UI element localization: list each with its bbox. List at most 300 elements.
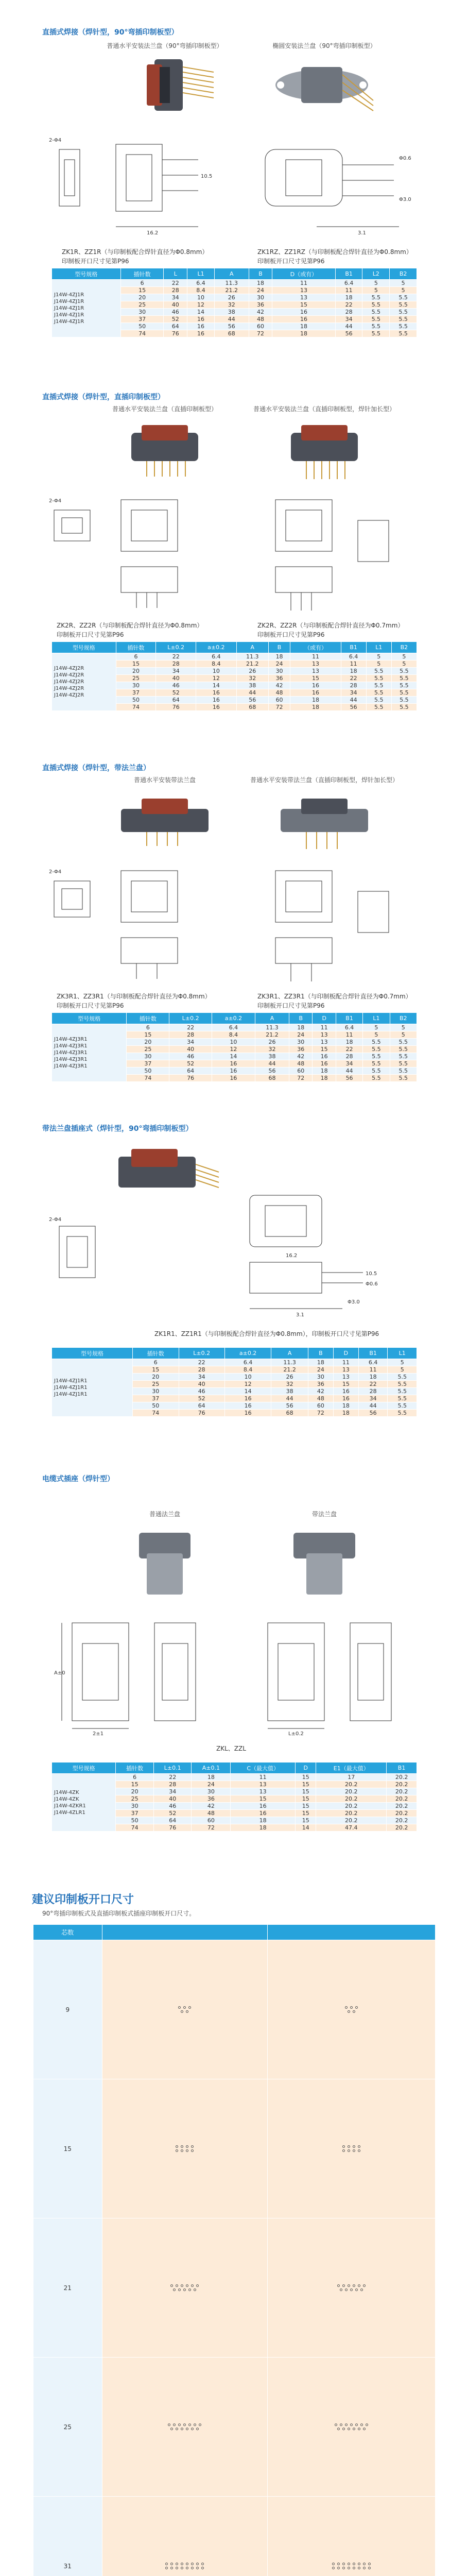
table-cell: 15 xyxy=(127,1031,169,1039)
pin-hole xyxy=(366,2424,368,2426)
dim-label: 3.1 xyxy=(358,230,366,236)
pin-hole xyxy=(355,2289,358,2291)
table-cell: 10 xyxy=(196,668,237,675)
table-cell: 16 xyxy=(212,1067,255,1075)
table-cell: 64 xyxy=(154,1817,192,1824)
table-cell: 30 xyxy=(116,1803,154,1810)
table-cell: 48 xyxy=(308,1395,333,1402)
drawing-right xyxy=(216,1185,407,1319)
note-text: 印制板开口尺寸见第P96 xyxy=(257,1002,325,1009)
table-cell: 24 xyxy=(268,660,290,668)
table-cell: 28 xyxy=(336,1053,362,1060)
drawing-right xyxy=(242,1613,427,1736)
table-cell: 5 xyxy=(390,1024,417,1031)
pin-hole xyxy=(358,2567,360,2569)
table-cell: 18 xyxy=(268,653,290,660)
table-cell: 20 xyxy=(120,294,164,301)
pcb-header-cell xyxy=(267,1925,435,1940)
pin-hole xyxy=(350,2424,353,2426)
table-cell: 6.4 xyxy=(341,653,366,660)
table-cell: 5.5 xyxy=(390,1067,417,1075)
table-cell: 16 xyxy=(231,1803,296,1810)
pin-hole xyxy=(353,2145,355,2148)
table-header-cell: 插针数 xyxy=(120,268,164,280)
dim-label: 2-Φ4 xyxy=(49,498,62,504)
table-cell: 6.4 xyxy=(196,653,237,660)
pin-hole xyxy=(176,2563,178,2565)
table-cell: 5.5 xyxy=(362,316,390,323)
dim-label: 3.1 xyxy=(296,1312,304,1318)
table-cell: 20 xyxy=(116,668,156,675)
table-cell: 22 xyxy=(156,653,196,660)
table-cell: 28 xyxy=(341,682,366,689)
table-row xyxy=(52,1024,417,1031)
pcb-pattern-cell xyxy=(102,2079,267,2218)
model-cell: J14W-4ZJ1R1 J14W-4ZJ1R1 J14W-4ZJ1R1 xyxy=(52,1359,133,1417)
pin-hole xyxy=(183,2289,186,2291)
pin-hole-row xyxy=(268,2145,435,2148)
pcb-title: 建议印制板开口尺寸 xyxy=(32,1893,134,1906)
table-cell: 6 xyxy=(116,1774,154,1781)
table-cell: 34 xyxy=(336,1060,362,1067)
table-cell: 25 xyxy=(127,1046,169,1053)
pcb-pattern-cell xyxy=(102,1940,267,2079)
table-header-cell: 插针数 xyxy=(133,1348,179,1359)
table-cell: 20.2 xyxy=(387,1810,417,1817)
table-cell: 68 xyxy=(271,1410,308,1417)
table-cell: 18 xyxy=(290,704,341,711)
pin-hole-row xyxy=(102,2563,267,2565)
table-cell: 20.2 xyxy=(387,1788,417,1795)
pin-hole xyxy=(332,2563,335,2565)
pin-hole xyxy=(178,2006,181,2009)
pcb-header-cell: 芯数 xyxy=(33,1925,102,1940)
drawing-left xyxy=(41,489,232,613)
connector-photo-icon xyxy=(265,788,384,850)
table-header-cell: （或有） xyxy=(290,642,341,653)
note-right xyxy=(257,621,404,639)
pin-hole xyxy=(194,2424,196,2426)
table-cell: 5.5 xyxy=(366,689,391,697)
table-cell: 5.5 xyxy=(391,697,417,704)
pin-hole xyxy=(176,2284,178,2287)
dim-label: 2-Φ4 xyxy=(49,869,62,875)
table-cell: 52 xyxy=(156,689,196,697)
pin-hole xyxy=(342,2563,345,2565)
table-cell: 17 xyxy=(316,1774,387,1781)
pin-hole xyxy=(358,2428,360,2430)
table-cell: 20 xyxy=(116,1788,154,1795)
table-cell: 5.5 xyxy=(388,1388,417,1395)
pin-hole xyxy=(360,2289,363,2291)
technical-drawing-icon xyxy=(51,1613,227,1736)
table-cell: 18 xyxy=(308,1359,333,1366)
pin-hole xyxy=(186,2149,188,2152)
table-cell: 30 xyxy=(116,682,156,689)
connector-photo-icon xyxy=(106,54,224,116)
pin-hole xyxy=(186,2428,188,2430)
table-cell: 37 xyxy=(116,1810,154,1817)
pin-hole xyxy=(173,2289,176,2291)
table-cell: 30 xyxy=(127,1053,169,1060)
table-cell: 15 xyxy=(133,1366,179,1374)
table-cell: 34 xyxy=(169,1039,212,1046)
pin-hole xyxy=(353,2567,355,2569)
table-cell: 40 xyxy=(154,1795,192,1803)
table-cell: 24 xyxy=(192,1781,231,1788)
table-cell: 14 xyxy=(187,309,215,316)
section-cable xyxy=(0,1463,468,1870)
table-cell: 14 xyxy=(224,1388,271,1395)
pin-hole xyxy=(191,2145,194,2148)
pin-hole xyxy=(196,2428,199,2430)
table-header-cell: L±0.2 xyxy=(156,642,196,653)
table-cell: 8.4 xyxy=(196,660,237,668)
pin-hole xyxy=(368,2567,371,2569)
table-cell: 5 xyxy=(362,287,390,294)
note-text: 印制板开口尺寸见第P96 xyxy=(257,258,325,265)
table-cell: 13 xyxy=(333,1366,358,1374)
pcb-row xyxy=(33,1940,436,2079)
drawing-right xyxy=(242,860,432,984)
note-right xyxy=(257,992,412,1010)
pcb-pattern-cell xyxy=(267,2218,435,2358)
table-cell: 13 xyxy=(272,294,335,301)
pin-hole xyxy=(368,2563,371,2565)
table-cell: 16 xyxy=(196,697,237,704)
product-photo-right xyxy=(247,404,402,479)
table-cell: 18 xyxy=(289,1024,313,1031)
table-cell: 6 xyxy=(133,1359,179,1366)
dim-label: Φ3.0 xyxy=(399,197,411,202)
technical-drawing-icon xyxy=(245,489,430,613)
table-cell: 5 xyxy=(390,287,417,294)
pin-hole-row xyxy=(102,2567,267,2569)
pin-hole xyxy=(191,2563,194,2565)
pin-hole xyxy=(186,2567,188,2569)
table-cell: 12 xyxy=(224,1381,271,1388)
table-cell: 11 xyxy=(336,1031,362,1039)
table-cell: 6.4 xyxy=(224,1359,271,1366)
photo-caption: 带法兰盘 xyxy=(311,1511,337,1518)
table-cell: 16 xyxy=(333,1395,358,1402)
table-cell: 5 xyxy=(366,660,391,668)
table-header-cell: B xyxy=(308,1348,333,1359)
table-cell: 6 xyxy=(116,653,156,660)
table-cell: 74 xyxy=(116,704,156,711)
table-cell: 13 xyxy=(272,287,335,294)
table-header-cell: a±0.2 xyxy=(212,1013,255,1024)
pin-hole xyxy=(337,2284,340,2287)
table-cell: 5.5 xyxy=(362,294,390,301)
pin-hole xyxy=(358,2563,360,2565)
pin-hole xyxy=(350,2006,353,2009)
table-cell: 5.5 xyxy=(390,309,417,316)
dim-label: Φ0.6 xyxy=(399,156,411,161)
table-cell: 5.5 xyxy=(362,309,390,316)
table-cell: 28 xyxy=(164,287,187,294)
table-cell: 5 xyxy=(390,280,417,287)
table-cell: 18 xyxy=(333,1410,358,1417)
table-cell: 12 xyxy=(187,301,215,309)
pin-hole xyxy=(348,2149,350,2152)
table-cell: 60 xyxy=(289,1067,313,1075)
table-cell: 11 xyxy=(341,660,366,668)
section-title: 电缆式插座（焊针型） xyxy=(42,1475,114,1483)
technical-drawing-icon xyxy=(245,129,430,242)
table-cell: 5.5 xyxy=(363,1075,390,1082)
pin-hole xyxy=(337,2428,340,2430)
table-cell: 56 xyxy=(214,323,249,330)
table-cell: 72 xyxy=(289,1075,313,1082)
dim-label: 10.5 xyxy=(366,1271,377,1277)
pin-hole xyxy=(335,2424,337,2426)
pin-hole xyxy=(342,2145,345,2148)
table-cell: 25 xyxy=(116,1795,154,1803)
table-cell: 5.5 xyxy=(388,1395,417,1402)
table-cell: 18 xyxy=(272,323,335,330)
table-cell: 37 xyxy=(133,1395,179,1402)
table-cell: 15 xyxy=(116,1781,154,1788)
table-cell: 52 xyxy=(164,316,187,323)
table-header-cell: C（最大值） xyxy=(231,1762,296,1774)
note-text: 印制板开口尺寸见第P96 xyxy=(62,258,129,265)
note-text: 印制板开口尺寸见第P96 xyxy=(57,631,124,638)
pin-hole xyxy=(348,2145,350,2148)
pin-hole xyxy=(342,2284,345,2287)
section-title: 直插式焊接（焊针型，直插印制板型） xyxy=(42,393,165,401)
photo-caption: 普通水平安装法兰盘（90°弯插印制板型） xyxy=(107,42,223,49)
pin-hole xyxy=(178,2289,181,2291)
table-cell: 74 xyxy=(127,1075,169,1082)
table-cell: 5.5 xyxy=(388,1374,417,1381)
table-cell: 20.2 xyxy=(316,1810,387,1817)
table-cell: 5.5 xyxy=(391,675,417,682)
table-cell: 5 xyxy=(362,280,390,287)
dim-label: 2-Φ4 xyxy=(49,138,62,143)
note-text: ZK1RZ、ZZ1RZ（与印制板配合焊针直径为Φ0.8mm） xyxy=(257,248,412,256)
table-cell: 11 xyxy=(290,653,341,660)
pcb-pattern-cell xyxy=(102,2218,267,2358)
pin-hole xyxy=(170,2567,173,2569)
spec-table xyxy=(51,641,417,711)
table-header-cell: A xyxy=(271,1348,308,1359)
pin-hole-row xyxy=(102,2145,267,2148)
pin-hole xyxy=(358,2145,360,2148)
dim-label: 2-Φ4 xyxy=(49,1217,62,1223)
note-text: 印制板开口尺寸见第P96 xyxy=(257,631,325,638)
table-cell: 16 xyxy=(290,689,341,697)
table-header-cell: A±0.1 xyxy=(192,1762,231,1774)
table-header-cell: L1 xyxy=(366,642,391,653)
table-cell: 5.5 xyxy=(390,330,417,337)
table-cell: 5.5 xyxy=(390,1053,417,1060)
note-text: ZK1R、ZZ1R（与印制板配合焊针直径为Φ0.8mm） xyxy=(62,248,209,256)
table-cell: 36 xyxy=(192,1795,231,1803)
table-cell: 5 xyxy=(391,653,417,660)
pin-hole-row xyxy=(268,2284,435,2287)
table-cell: 5.5 xyxy=(388,1402,417,1410)
table-cell: 6.4 xyxy=(358,1359,388,1366)
pin-hole xyxy=(337,2567,340,2569)
table-header-cell: L2 xyxy=(362,268,390,280)
table-cell: 5 xyxy=(388,1359,417,1366)
table-cell: 5.5 xyxy=(366,704,391,711)
table-row xyxy=(52,653,417,660)
table-cell: 15 xyxy=(296,1803,316,1810)
table-cell: 15 xyxy=(296,1774,316,1781)
table-cell: 22 xyxy=(179,1359,224,1366)
table-cell: 5 xyxy=(391,660,417,668)
pin-hole xyxy=(191,2567,194,2569)
pin-hole-row xyxy=(268,2424,435,2426)
table-cell: 42 xyxy=(192,1803,231,1810)
table-cell: 11.3 xyxy=(271,1359,308,1366)
table-cell: 18 xyxy=(341,668,366,675)
table-cell: 5.5 xyxy=(390,1046,417,1053)
technical-drawing-icon xyxy=(219,1185,404,1319)
table-cell: 44 xyxy=(336,1067,362,1075)
pin-hole xyxy=(353,2428,355,2430)
pin-hole xyxy=(348,2428,350,2430)
table-cell: 76 xyxy=(154,1824,192,1832)
table-header-row xyxy=(52,268,417,280)
pin-hole xyxy=(176,2567,178,2569)
pin-hole xyxy=(181,2567,183,2569)
table-cell: 72 xyxy=(268,704,290,711)
pin-hole xyxy=(165,2567,168,2569)
table-header-cell: 插针数 xyxy=(116,642,156,653)
table-header-cell: a±0.2 xyxy=(196,642,237,653)
table-cell: 50 xyxy=(116,697,156,704)
pin-hole xyxy=(350,2289,353,2291)
pin-hole xyxy=(340,2289,342,2291)
note-text: ZK2R、ZZ2R（与印制板配合焊针直径为Φ0.8mm） xyxy=(57,622,203,629)
note-left xyxy=(57,621,203,639)
table-cell: 15 xyxy=(296,1810,316,1817)
note: ZKL、ZZL xyxy=(216,1745,246,1752)
pin-hole xyxy=(201,2563,204,2565)
table-cell: 10 xyxy=(187,294,215,301)
pin-hole xyxy=(355,2006,358,2009)
table-cell: 6 xyxy=(120,280,164,287)
table-cell: 28 xyxy=(154,1781,192,1788)
photo-caption: 普通水平安装法兰盘（直插印制板型） xyxy=(112,405,217,413)
table-cell: 32 xyxy=(236,675,268,682)
table-cell: 44 xyxy=(214,316,249,323)
photo-caption: 普通水平安装带法兰盘（直插印制板型，焊针加长型） xyxy=(250,776,398,784)
table-cell: 40 xyxy=(156,675,196,682)
table-header-cell: L±0.1 xyxy=(154,1762,192,1774)
table-cell: 64 xyxy=(156,697,196,704)
pcb-pattern-cell xyxy=(267,2079,435,2218)
photo-caption: 普通法兰盘 xyxy=(149,1511,180,1518)
table-cell: 16 xyxy=(212,1075,255,1082)
table-cell: 11 xyxy=(358,1366,388,1374)
table-cell: 16 xyxy=(272,316,335,323)
table-cell: 13 xyxy=(290,668,341,675)
table-cell: 18 xyxy=(192,1774,231,1781)
pin-hole xyxy=(173,2424,176,2426)
model-cell: J14W-4ZJ3R1 J14W-4ZJ3R1 J14W-4ZJ3R1 J14W-4ZJ3R1 J14W-4ZJ3R1 xyxy=(52,1024,127,1082)
table-cell: 72 xyxy=(308,1410,333,1417)
table-cell: 16 xyxy=(313,1053,336,1060)
table-cell: 5.5 xyxy=(363,1046,390,1053)
product-photo-left xyxy=(88,41,242,116)
pin-hole xyxy=(360,2424,363,2426)
dim-label: A±0 xyxy=(54,1670,65,1676)
connector-photo-icon xyxy=(106,417,224,479)
pin-hole xyxy=(337,2563,340,2565)
table-header-cell: B1 xyxy=(335,268,362,280)
table-cell: 18 xyxy=(231,1817,296,1824)
pin-hole xyxy=(183,2006,186,2009)
pin-hole xyxy=(342,2567,345,2569)
dim-label: 10.5 xyxy=(201,174,213,179)
table-header-cell: E1（最大值） xyxy=(316,1762,387,1774)
table-cell: 34 xyxy=(358,1395,388,1402)
table-cell: 22 xyxy=(154,1774,192,1781)
table-cell: 68 xyxy=(236,704,268,711)
table-cell: 28 xyxy=(335,309,362,316)
technical-drawing-icon xyxy=(44,860,229,984)
pin-hole xyxy=(363,2567,366,2569)
table-cell: 16 xyxy=(212,1060,255,1067)
pcb-subtitle: 90°弯插印制板式及直插印制板式插座印制板开口尺寸。 xyxy=(42,1910,196,1917)
table-cell: 20.2 xyxy=(316,1781,387,1788)
table-cell: 36 xyxy=(308,1381,333,1388)
table-cell: 34 xyxy=(335,316,362,323)
pcb-row xyxy=(33,2358,436,2497)
table-cell: 5.5 xyxy=(362,301,390,309)
pcb-pattern-cell xyxy=(267,1940,435,2079)
table-cell: 34 xyxy=(164,294,187,301)
table-cell: 5.5 xyxy=(390,1075,417,1082)
table-cell: 13 xyxy=(290,660,341,668)
table-cell: 64 xyxy=(179,1402,224,1410)
table-cell: 13 xyxy=(231,1781,296,1788)
table-cell: 38 xyxy=(255,1053,289,1060)
table-header-row xyxy=(52,1762,417,1774)
table-cell: 38 xyxy=(236,682,268,689)
table-cell: 12 xyxy=(196,675,237,682)
pin-hole xyxy=(170,2284,173,2287)
pin-hole xyxy=(181,2145,183,2148)
pin-hole xyxy=(348,2284,350,2287)
pin-hole xyxy=(348,2563,350,2565)
pin-hole xyxy=(176,2149,178,2152)
dim-label: Φ0.6 xyxy=(366,1281,378,1287)
connector-photo-icon xyxy=(106,788,224,850)
table-cell: 44 xyxy=(341,697,366,704)
pin-hole-row xyxy=(268,2289,435,2291)
table-cell: 44 xyxy=(271,1395,308,1402)
table-cell: 16 xyxy=(187,316,215,323)
table-cell: 16 xyxy=(224,1410,271,1417)
table-cell: 14 xyxy=(196,682,237,689)
pin-hole xyxy=(176,2428,178,2430)
table-cell: 22 xyxy=(169,1024,212,1031)
table-header-cell: L1 xyxy=(363,1013,390,1024)
table-header-cell: B1 xyxy=(341,642,366,653)
table-cell: 44 xyxy=(358,1402,388,1410)
table-cell: 5.5 xyxy=(391,682,417,689)
table-cell: 15 xyxy=(120,287,164,294)
pin-count-cell: 31 xyxy=(33,2497,102,2576)
table-cell: 20.2 xyxy=(316,1803,387,1810)
table-cell: 26 xyxy=(236,668,268,675)
pin-hole xyxy=(194,2289,196,2291)
